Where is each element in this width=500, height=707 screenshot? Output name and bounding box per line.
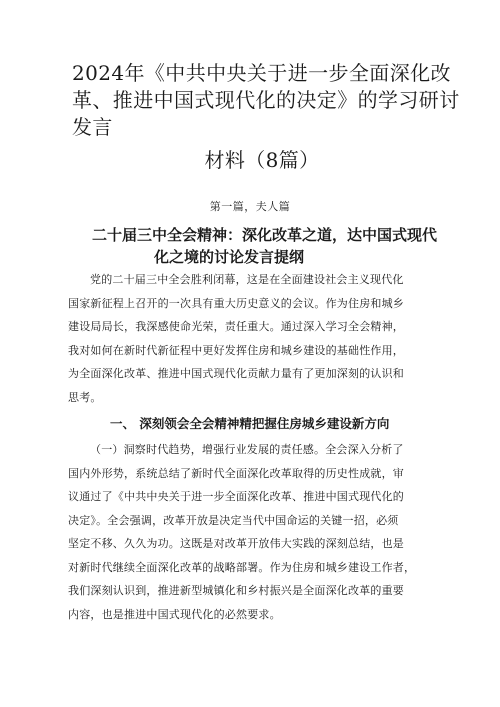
paragraph-line: 议通过了《中共中央关于进一步全面深化改革、推进中国式现代化的 [68,490,404,503]
paragraph-line: 思考。 [68,390,102,404]
speech-title-line: 化之境的讨论发言提纲 [154,248,305,266]
section-heading: 一、 深刻领会全会精神精把握住房城乡建设新方向 [110,416,390,431]
intro-paragraph [68,268,440,409]
paragraph-line: 国家新征程上召开的一次具有重大历史意义的会议。作为住房和城乡 [68,296,404,310]
paragraph-line: 内容，也是推进中国式现代化的必然要求。 [68,607,281,621]
part-label: 第一篇，夫人篇 [209,200,291,213]
speech-title [92,224,472,268]
speech-title-line: 二十届三中全会精神：深化改革之道，达中国式现代 [92,226,438,244]
paragraph-line: 我对如何在新时代新征程中更好发挥住房和城乡建设的基础性作用， [68,343,404,357]
paragraph-line: 对新时代继续全面深化改革的战略部署。作为住房和城乡建设工作者， [68,560,416,574]
paragraph-line: 为全面深化改革、推进中国式现代化贡献力量有了更加深刻的认识和 [68,367,404,380]
paragraph-line: 我们深刻认识到，推进新型城镇化和乡村振兴是全面深化改革的重要 [68,584,404,597]
title-line-count: 材料（8篇） [204,148,320,172]
title-line: 革、推进中国式现代化的决定》的学习研讨 [72,88,460,112]
paragraph-line: 党的二十届三中全会胜利闭幕，这是在全面建设社会主义现代化 [90,273,404,286]
paragraph-line: 建设局局长，我深感使命光荣，责任重大。通过深入学习全会精神， [68,320,404,333]
paragraph-line: 坚定不移、久久为功。这既是对改革开放伟大实践的深刻总结，也是 [68,537,404,550]
section1-paragraph [68,438,440,626]
title-line: 发言 [72,115,113,139]
title-line: 2024年《中共中央关于进一步全面深化改 [72,61,451,85]
paragraph-line: （一）洞察时代趋势，增强行业发展的责任感。全会深入分析了 [90,443,404,456]
paragraph-line: 决定》。全会强调，改革开放是决定当代中国命运的关键一招，必须 [68,513,399,527]
paragraph-line: 国内外形势，系统总结了新时代全面深化改革取得的历史性成就，审 [68,466,404,480]
document-title [72,60,460,174]
